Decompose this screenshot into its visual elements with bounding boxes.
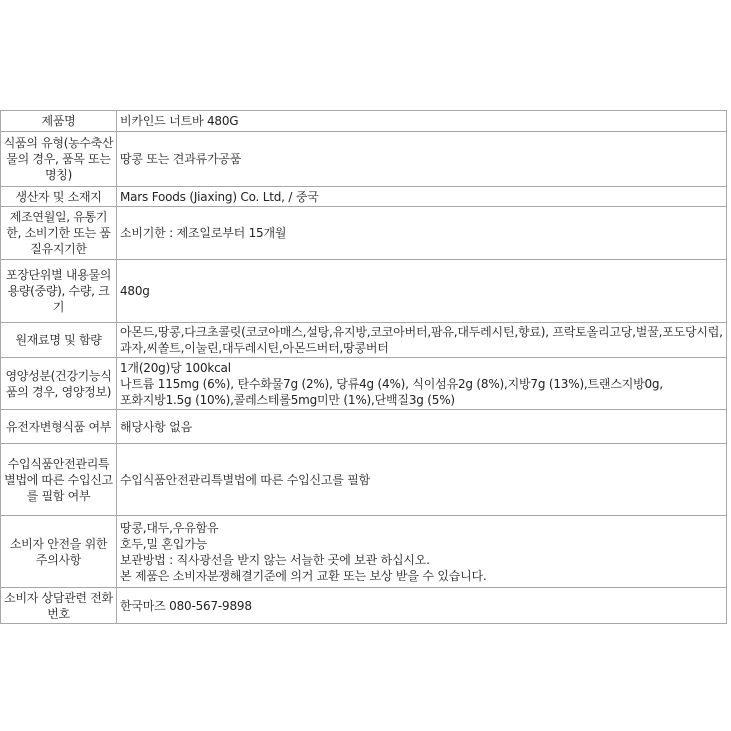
value-line: 나트륨 115mg (6%), 탄수화물7g (2%), 당류4g (4%), 식이섬유2g (8%),지방7g (13%),트랜스지방0g,포화지방1.5g (10%),콜레스테롤5mg미만 (1%),단백질3g (5%) [120,376,663,407]
table-row [1,260,727,323]
product-info-table [0,110,727,624]
row-value-gmo [117,410,727,444]
table-row [1,410,727,444]
table-row [1,207,727,260]
row-label-customer-phone: 소비자 상담관련 전화번호 [1,588,117,624]
row-value-customer-phone [117,588,727,624]
value-line: 보관방법 : 직사광선을 받지 않는 서늘한 곳에 보관 하십시오. [120,552,430,567]
table-row [1,187,727,207]
value-line: 호두,밀 혼입가능 [120,536,207,551]
table-row [1,358,727,410]
row-label-nutrition: 영양성분(건강기능식품의 경우, 영양정보) [1,358,117,410]
value-line: 1개(20g)당 100kcal [120,360,231,375]
table-row [1,111,727,132]
value-line: 수입식품안전관리특별법에 따른 수입신고를 필함 [120,472,371,487]
row-value-product-name [117,111,727,132]
value-line: 소비기한 : 제조일로부터 15개월 [120,226,287,240]
row-label-import-declaration: 수입식품안전관리특별법에 따른 수입신고를 필함 여부 [1,444,117,516]
row-value-producer [117,187,727,207]
value-line: 해당사항 없음 [120,419,192,434]
value-line: 땅콩 또는 견과류가공품 [120,152,242,166]
row-value-import-declaration [117,444,727,516]
value-line: 비카인드 너트바 480G [120,114,239,128]
value-line: 아몬드,땅콩,다크초콜릿(코코아매스,설탕,유지방,코코아버터,팜유,대두레시틴,향료), 프락토올리고당,벌꿀,포도당시럽,과자,씨쏠트,이눌린,대두레시틴,아몬드버터,땅콩버터 [120,325,723,355]
row-value-expiry [117,207,727,260]
row-label-product-name: 제품명 [1,111,117,132]
row-label-gmo: 유전자변형식품 여부 [1,410,117,444]
row-label-ingredients: 원재료명 및 함량 [1,323,117,358]
table-row [1,323,727,358]
row-value-food-type [117,132,727,187]
row-label-producer: 생산자 및 소재지 [1,187,117,207]
value-line: 한국마즈 080-567-9898 [120,598,252,613]
value-line: 480g [120,284,150,298]
value-line: 땅콩,대두,우유함유 [120,520,219,535]
row-value-ingredients [117,323,727,358]
row-value-safety-notes [117,516,727,588]
table-row [1,132,727,187]
table-row [1,444,727,516]
row-label-expiry: 제조연월일, 유통기한, 소비기한 또는 품질유지기한 [1,207,117,260]
value-line: Mars Foods (Jiaxing) Co. Ltd, / 중국 [120,189,319,204]
row-label-safety-notes: 소비자 안전을 위한 주의사항 [1,516,117,588]
row-label-capacity: 포장단위별 내용물의 용량(중량), 수량, 크기 [1,260,117,323]
row-label-food-type: 식품의 유형(농수축산물의 경우, 품목 또는 명칭) [1,132,117,187]
table-row [1,588,727,624]
value-line: 본 제품은 소비자분쟁해결기준에 의거 교환 또는 보상 받을 수 있습니다. [120,568,487,583]
row-value-capacity [117,260,727,323]
row-value-nutrition [117,358,727,410]
table-row [1,516,727,588]
